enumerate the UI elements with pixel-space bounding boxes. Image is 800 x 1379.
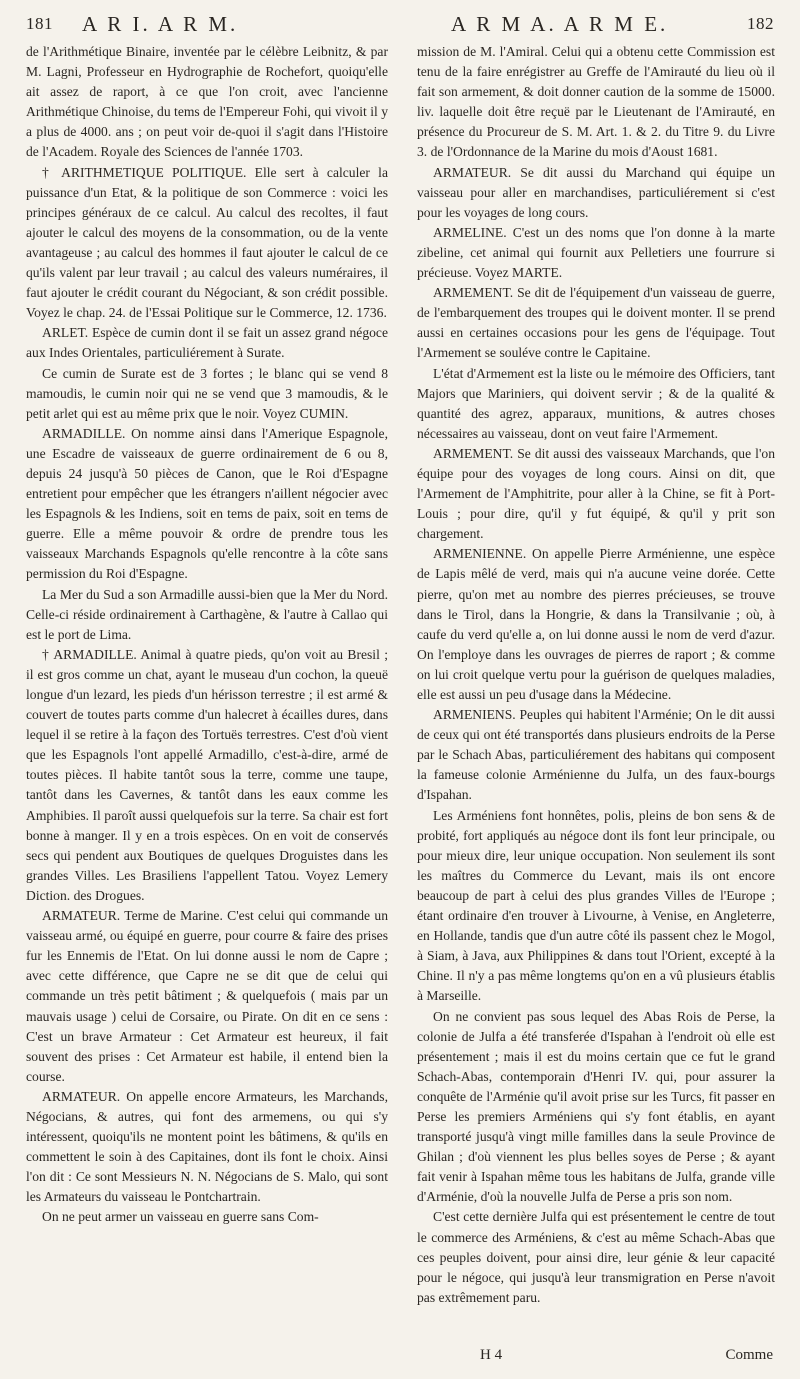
entry-paragraph: ARMEMENT. Se dit de l'équipement d'un vaisseau de guerre, de l'embarquement des troupes qui le doivent monter. Il se prend aussi en certaines occasions pour les gens de l'équipage. Tout l'Armement se souléve contre le Capitaine. [417,285,775,361]
entry-paragraph: ARMATEUR. Se dit aussi du Marchand qui équipe un vaisseau pour aller en marchandises, particuliérement si c'est pour les voyages de long cours. [417,164,775,220]
right-column [417,42,775,1308]
entry-paragraph: Les Arméniens font honnêtes, polis, pleins de bon sens & de probité, fort appliqués au négoce dont ils font leur principale, ou pour mieux dire, leur unique occupation. Non seulement ils sont les maîtres du Commerce du Levant, mais ils ont encore beaucoup de part à celui des plus grandes Villes de l'Europe ; étant ordinaire d'en trouver à Livourne, à Venise, en Angleterre, en Hollande, tandis que d'un autre côté ils passent chez le Mogol, à Siam, à Java, aux Philippines & dans tout l'Orient, excepté à la Chine. Il n'y a pas même longtems qu'on en a vû plusieurs établis à Marseille. [417,807,775,1004]
catchword: Comme [725,1347,773,1363]
left-column [26,42,388,1228]
entry-paragraph: ARMATEUR. Terme de Marine. C'est celui qui commande un vaisseau armé, ou équipé en guerre, pour courre & faire des prises fur les Ennemis de l'Etat. On lui donne aussi le nom de Capre ; avec cette différence, que Capre ne se dit que de celui qui commande un très petit bâtiment ; & quelquefois ( mais par un mauvais usage ) celui de Corsaire, ou Pirate. On dit en ce sens : C'est un brave Armateur : Cet Armateur est heureux, il fait souvent des prises : Cet Armateur est habile, il entend bien la course. [26,908,388,1084]
page-footer [417,1347,775,1369]
page-number-right: 182 [747,14,774,33]
entry-paragraph: ARMATEUR. On appelle encore Armateurs, les Marchands, Négocians, & autres, qui font des armemens, ou qui s'y intéressent, quoiqu'ils ne montent point les bâtimens, & qu'ils en commettent le soin à des Capitaines, dont ils font le choix. Ainsi l'on dit : Ce sont Messieurs N. N. Négocians de S. Malo, qui sont les Armateurs du vaisseau le Pontchartrain. [26,1088,388,1205]
entry-paragraph: La Mer du Sud a son Armadille aussi-bien que la Mer du Nord. Celle-ci réside ordinairement à Carthagène, & l'autre à Callao qui est le port de Lima. [26,586,388,642]
entry-paragraph: ARMEMENT. Se dit aussi des vaisseaux Marchands, que l'on équipe pour des voyages de long cours. Ainsi on dit, que l'Armement de l'Amphitrite, pour aller à la Chine, se fit à Port-Louis ; pour dire, qu'il y fut équipé, & qu'il y prit son chargement. [417,445,775,542]
entry-paragraph: de l'Arithmétique Binaire, inventée par le célèbre Leibnitz, & par M. Lagni, Professeur en Hydrographie de Rochefort, quoiqu'elle ait assez de raport, à ce que l'on croit, avec l'ancienne Arithmétique Chinoise, du tems de l'Empereur Fohi, qui vivoit il y a plus de 4000. ans ; on peut voir de-quoi il s'agit dans l'Histoire de l'Academ. Royale des Sciences de l'année 1703. [26,44,388,160]
entry-paragraph: Ce cumin de Surate est de 3 fortes ; le blanc qui se vend 8 mamoudis, le cumin noir qui ne se vend que 3 mamoudis, & le petit arlet qui est au même prix que le noir. Voyez CUMIN. [26,365,388,421]
page-number-left: 181 [26,14,53,33]
entry-paragraph: On ne convient pas sous lequel des Abas Rois de Perse, la colonie de Julfa a été transferée d'Ispahan à l'endroit où elle est présentement ; mais il est du moins certain que ce fut le grand Schach-Abas, contemporain d'Henri IV. qui, pour assurer la conquête de l'Arménie qu'il avoit prise sur les Turcs, fit passer en Perse les premiers Arméniens qui s'y font établis, en ayant transporté jusqu'à vingt mille familles dans la seule Province de Ghilan ; d'où viennent les plus belles soyes de Perse ; & ayant fait venir à Ispahan même tous les habitans de Julfa, grande ville d'Arménie, d'où la nouvelle Julfa de Perse a pris son nom. [417,1008,775,1205]
entry-paragraph: ARMENIENS. Peuples qui habitent l'Arménie; On le dit aussi de ceux qui ont été transportés dans plusieurs endroits de la Perse par le Schach Abas, particuliérement des habitans qui composent la fameuse colonie Arménienne du Julfa, un des faux-bourgs d'Ispahan. [417,707,775,803]
entry-paragraph: mission de M. l'Amiral. Celui qui a obtenu cette Commission est tenu de la faire enrégistrer au Greffe de l'Amirauté du lieu où il fait son armement, & doit donner caution de la somme de 15000. liv. laquelle doit être reçuë par le Lieutenant de l'Amirauté, en présence du Procureur de S. M. Art. 1. & 2. du Titre 9. du Livre 3. de l'Ordonnance de la Marine du mois d'Aoust 1681. [417,44,775,160]
entry-paragraph: ARLET. Espèce de cumin dont il se fait un assez grand négoce aux Indes Orientales, particuliérement à Surate. [26,325,388,361]
entry-paragraph: ARMENIENNE. On appelle Pierre Arménienne, une espèce de Lapis mêlé de verd, mais qui n'a aucune veine dorée. Cette pierre, qu'on met au nombre des pierres précieuses, se trouve dans le Tirol, dans la Hongrie, & dans la Transilvanie ; où, à caufe du verd qu'elle a, on lui donne aussi le nom de verd d'azur. On l'employe dans les ouvrages de pierres de raport ; & comme on lui croit quelque vertu pour la guérison de quelques maladies, elle est aussi un peu d'usage dans la Médecine. [417,546,775,702]
entry-paragraph: ARMADILLE. On nomme ainsi dans l'Amerique Espagnole, une Escadre de vaisseaux de guerre ordinairement de 6 ou 8, depuis 24 jusqu'à 50 pièces de Canon, que le Roi d'Espagne entretient pour empêcher que les étrangers n'aillent négocier avec les Espagnols & les Indiens, soit en tems de paix, soit en tems de guerre. Elle a même pouvoir & ordre de prendre tous les vaisseaux Marchands Espagnols qu'elle rencontre à la côte sans permission du Roi d'Espagne. [26,425,388,582]
entry-paragraph: † ARITHMETIQUE POLITIQUE. Elle sert à calculer la puissance d'un Etat, & la politique de son Commerce : voici les principes généraux de ce calcul. Au calcul des recoltes, il faut ajouter le calcul des moyens de la consommation, ou de la vente avantageuse ; au calcul des hommes il faut ajouter le calcul de ce qu'ils valent par leur travail ; au calcul des valeurs numéraires, il faut ajouter le crédit courant du Négociant, & son crédit possible. Voyez le chap. 24. de l'Essai Politique sur le Commerce, 12. 1736. [26,164,388,321]
entry-paragraph: C'est cette dernière Julfa qui est présentement le centre de tout le commerce des Arméniens, & c'est au même Schach-Abas que ces peuples doivent, pour ainsi dire, leur génie & leur capacité pour le négoce, qui jusqu'à leur transmigration en Perse n'avoit pas extrêmement paru. [417,1209,775,1305]
running-head-right: A R M A. A R M E. [451,12,669,36]
running-head-left: A R I. A R M. [82,12,239,36]
entry-paragraph: † ARMADILLE. Animal à quatre pieds, qu'on voit au Bresil ; il est gros comme un chat, ayant le museau d'un cochon, la queuë longue d'un lezard, les pieds d'un hérisson terrestre ; il est armé & couvert de toutes parts comme d'un halecret à écailles dures, dans lequel il se retire à la façon des Tortuës terrestres. C'est d'où vient que les Espagnols l'ont appellé Armadillo, c'est-à-dire, armé de toutes pièces. Il habite tantôt sous la terre, comme une taupe, tantôt dans les Cavernes, & tantôt dans les eaux comme les Amphibies. Il paroît aussi quelquefois sur la terre. Sa chair est fort bonne à manger. Il y en a trois espèces. On en voit de conservés secs qui pendent aux Boutiques de quelques Droguistes dans les grandes Villes. Les Brasiliens l'appellent Tatou. Voyez Lemery Diction. des Drogues. [26,646,388,903]
signature-mark: H 4 [480,1347,503,1363]
entry-paragraph: On ne peut armer un vaisseau en guerre sans Com- [42,1209,319,1225]
entry-paragraph: ARMELINE. C'est un des noms que l'on donne à la marte zibeline, cet animal qui fournit aux Pelletiers une fourrure si précieuse. Voyez MARTE. [417,224,775,281]
entry-paragraph: L'état d'Armement est la liste ou le mémoire des Officiers, tant Majors que Mariniers, qui doivent servir ; & de la qualité & quantité des agrez, apparaux, munitions, & autres choses nécessaires au vaisseau, dont on veut faire l'Armement. [417,365,775,441]
running-header [26,10,774,40]
